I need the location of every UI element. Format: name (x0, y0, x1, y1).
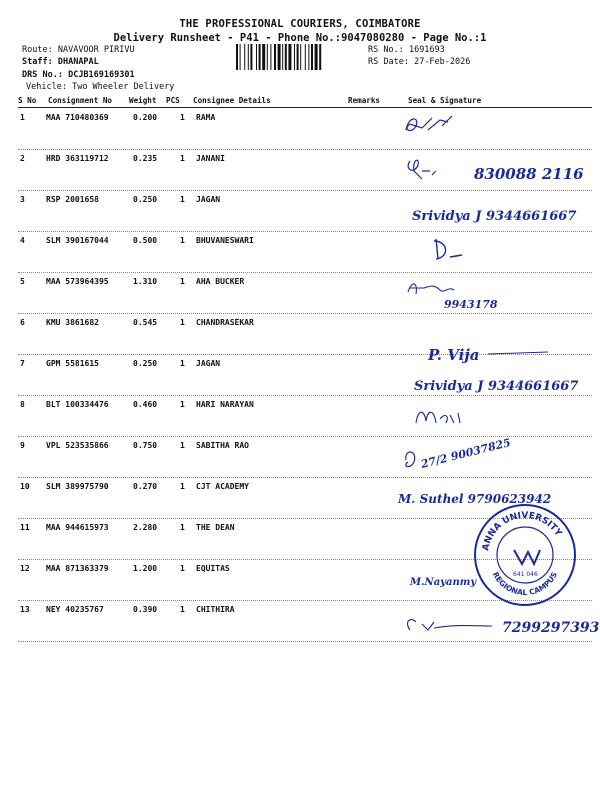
barcode-image (236, 44, 362, 70)
route-value: NAVAVOOR PIRIVU (57, 45, 135, 55)
signature-mark (388, 108, 600, 149)
runsheet-subtitle: Delivery Runsheet - P41 - Phone No.:9047080280 - Page No.:1 (113, 32, 487, 44)
table-row: 8 BLT 100334476 0.460 1 HARI NARAYAN (18, 395, 592, 437)
signature-mark (388, 190, 600, 231)
table-row: 6 KMU 3861682 0.545 1 CHANDRASEKAR (18, 313, 592, 355)
table-row: 10 SLM 389975790 0.270 1 CJT ACADEMY M. Suthel 9790623942 (18, 477, 592, 519)
handwritten-name-phone: Srividya J 9344661667 (412, 209, 577, 224)
drs-line: DRS No.: DCJB169169301 (22, 70, 135, 80)
signature-mark (388, 395, 600, 436)
table-header (18, 95, 592, 108)
handwritten-phone: 9943178 (444, 298, 498, 311)
svg-text:641 046: 641 046 (513, 571, 538, 578)
vehicle-line: Vehicle: Two Wheeler Delivery (26, 82, 175, 92)
col-remarks: Remarks (348, 96, 381, 105)
signature-mark (388, 149, 600, 190)
staff-value: DHANAPAL (57, 57, 99, 67)
table-row: 13 NEY 40235767 0.390 1 CHITHIRA 7299297393 (18, 600, 592, 642)
anna-university-seal (470, 500, 580, 610)
col-pcs: PCS (166, 96, 180, 105)
signature-mark (388, 272, 600, 313)
table-row: 11 MAA 944615973 2.280 1 THE DEAN (18, 518, 592, 560)
table-row: 9 VPL 523535866 0.750 1 SABITHA RAO 27/2 90037825 (18, 436, 592, 478)
table-row: 12 MAA 871363379 1.200 1 EQUITAS M.Nayanmy (18, 559, 592, 601)
handwritten-date-phone: 27/2 90037825 (419, 436, 513, 471)
rs-no-value: 1691693 (408, 45, 445, 55)
table-row: 7 GPM 5581615 0.250 1 JAGAN P. Vija Srividya J 9344661667 (18, 354, 592, 396)
rs-no-line: RS No.: 1691693 (368, 45, 445, 55)
rs-date-line: RS Date: 27-Feb-2026 (368, 57, 471, 67)
col-seal: Seal & Signature (408, 96, 482, 105)
handwritten-name: P. Vija (428, 346, 480, 364)
handwritten-name: M.Nayanmy (410, 577, 477, 588)
handwritten-name-phone: Srividya J 9344661667 (414, 379, 579, 394)
handwritten-name-phone: M. Suthel 9790623942 (398, 492, 552, 506)
table-row: 4 SLM 390167044 0.500 1 BHUVANESWARI (18, 231, 592, 273)
table-row: 5 MAA 573964395 1.310 1 AHA BUCKER 9943178 (18, 272, 592, 314)
rs-date-value: 27-Feb-2026 (414, 57, 471, 67)
svg-text:REGIONAL CAMPUS: REGIONAL CAMPUS (490, 570, 560, 598)
signature-mark (388, 231, 600, 272)
table-row: 1 MAA 710480369 0.200 1 RAMA (18, 108, 592, 150)
handwritten-phone: 7299297393 (502, 620, 600, 636)
handwritten-phone: 830088 2116 (474, 165, 584, 183)
company-title: THE PROFESSIONAL COURIERS, COIMBATORE (179, 18, 421, 30)
table-row: 2 HRD 363119712 0.235 1 JANANI 830088 2116 (18, 149, 592, 191)
vehicle-value: Two Wheeler Delivery (72, 82, 175, 92)
signature-mark (388, 332, 600, 373)
col-consignee: Consignee Details (193, 96, 271, 105)
col-sno: S No (18, 96, 37, 105)
col-weight: Weight (129, 96, 157, 105)
table-row: 3 RSP 2001658 0.250 1 JAGAN Srividya J 9344661667 (18, 190, 592, 232)
drs-value: DCJB169169301 (68, 70, 135, 80)
col-consignment: Consignment No (48, 96, 113, 105)
staff-line: Staff: DHANAPAL (22, 57, 99, 67)
svg-text:ANNA UNIVERSITY: ANNA UNIVERSITY (481, 510, 564, 552)
route-line: Route: NAVAVOOR PIRIVU (22, 45, 135, 55)
signature-mark (388, 436, 600, 477)
